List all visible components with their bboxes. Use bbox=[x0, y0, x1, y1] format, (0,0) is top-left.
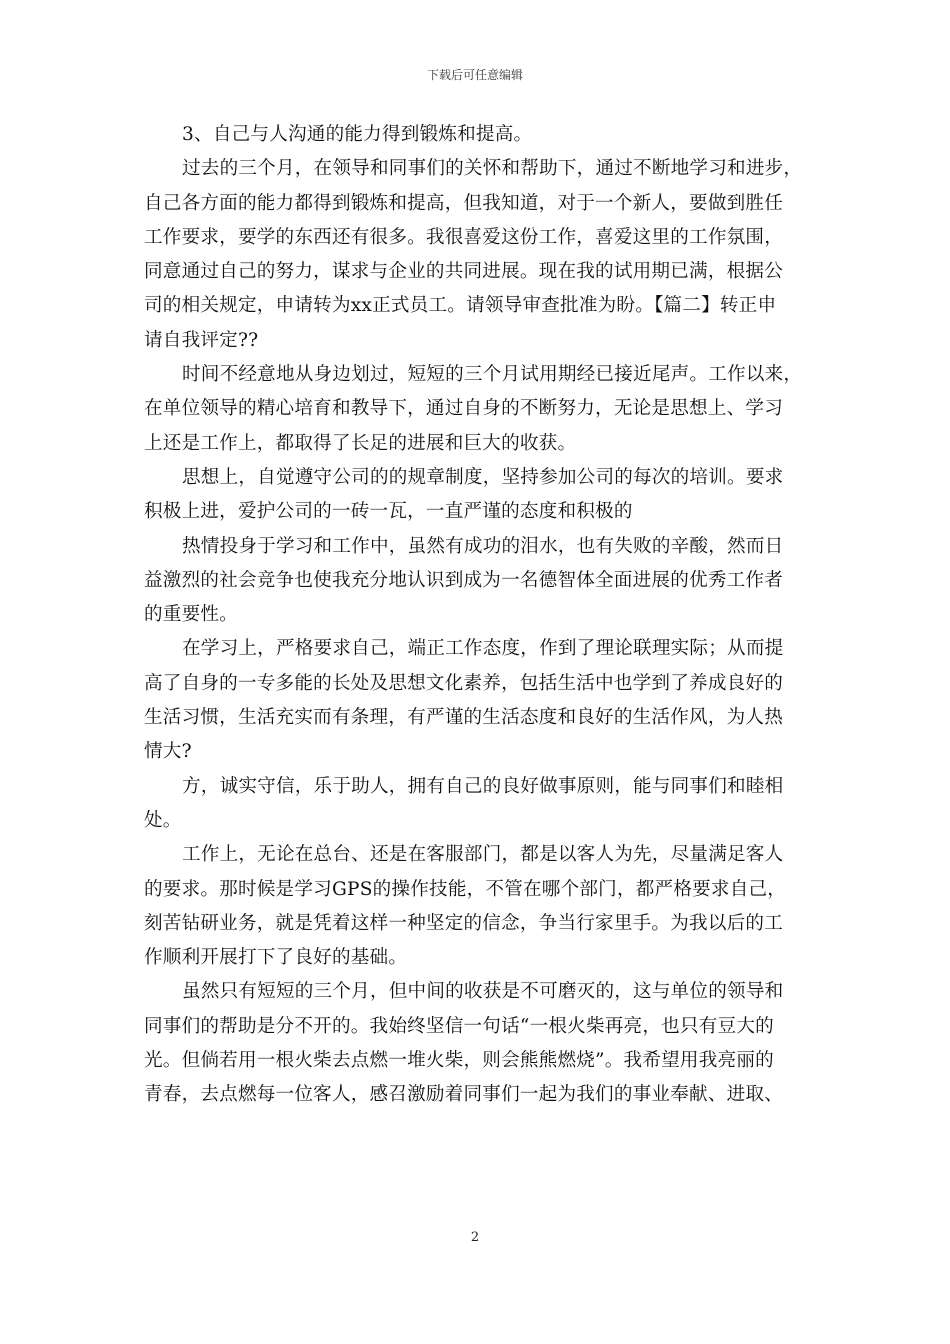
text-line: 工作要求，要学的东西还有很多。我很喜爱这份工作，喜爱这里的工作氛围， bbox=[144, 226, 783, 248]
paragraph bbox=[144, 530, 807, 633]
text-line: 积极上进，爱护公司的一砖一瓦，一直严谨的态度和积极的 bbox=[144, 501, 633, 523]
paragraph bbox=[144, 152, 807, 358]
text-line: 作顺利开展打下了良好的基础。 bbox=[144, 947, 408, 969]
text-line: 过去的三个月，在领导和同事们的关怀和帮助下，通过不断地学习和进步， bbox=[182, 158, 803, 180]
text-line: 青春，去点燃每一位客人，感召激励着同事们一起为我们的事业奉献、进取、 bbox=[144, 1084, 783, 1106]
text-line: 虽然只有短短的三个月，但中间的收获是不可磨灭的，这与单位的领导和 bbox=[182, 981, 784, 1003]
text-line: 在学习上，严格要求自己，端正工作态度，作到了理论联理实际；从而提 bbox=[182, 638, 784, 660]
text-line: 刻苦钻研业务，就是凭着这样一种坚定的信念，争当行家里手。为我以后的工 bbox=[144, 912, 783, 934]
page-number: 2 bbox=[470, 1230, 480, 1245]
paragraph bbox=[144, 770, 807, 839]
text-line: 自己各方面的能力都得到锻炼和提高，但我知道，对于一个新人，要做到胜任 bbox=[144, 192, 783, 214]
paragraph bbox=[144, 118, 807, 152]
text-line: 上还是工作上，都取得了长足的进展和巨大的收获。 bbox=[144, 432, 577, 454]
paragraph bbox=[144, 461, 807, 530]
page-header: 下载后可任意编辑 bbox=[426, 68, 523, 82]
text-line: 高了自身的一专多能的长处及思想文化素养，包括生活中也学到了养成良好的 bbox=[144, 672, 783, 694]
text-line: 时间不经意地从身边划过，短短的三个月试用期经已接近尾声。工作以来， bbox=[182, 364, 803, 386]
text-line: 思想上，自觉遵守公司的的规章制度，坚持参加公司的每次的培训。要求 bbox=[182, 466, 784, 488]
text-line: 热情投身于学习和工作中，虽然有成功的泪水，也有失败的辛酸，然而日 bbox=[182, 535, 784, 557]
paragraph bbox=[144, 358, 807, 461]
text-line: 的重要性。 bbox=[144, 604, 238, 626]
text-line: 光。但倘若用一根火柴去点燃一堆火柴，则会熊熊燃烧”。我希望用我亮丽的 bbox=[144, 1050, 774, 1072]
paragraph bbox=[144, 838, 807, 975]
paragraph bbox=[144, 632, 807, 769]
text-line: 3、自己与人沟通的能力得到锻炼和提高。 bbox=[182, 124, 533, 145]
document-body bbox=[144, 118, 807, 1113]
text-line: 生活习惯，生活充实而有条理，有严谨的生活态度和良好的生活作风，为人热 bbox=[144, 707, 783, 729]
text-line: 方，诚实守信，乐于助人，拥有自己的良好做事原则，能与同事们和睦相 bbox=[182, 775, 784, 797]
text-line: 的要求。那时候是学习GPS的操作技能，不管在哪个部门，都严格要求自己， bbox=[144, 878, 787, 900]
text-line: 请自我评定?? bbox=[144, 329, 259, 351]
paragraph bbox=[144, 975, 807, 1112]
text-line: 在单位领导的精心培育和教导下，通过自身的不断努力，无论是思想上、学习 bbox=[144, 398, 783, 420]
text-line: 处。 bbox=[144, 809, 182, 831]
text-line: 工作上，无论在总台、还是在客服部门，都是以客人为先，尽量满足客人 bbox=[182, 844, 784, 866]
text-line: 同意通过自己的努力，谋求与企业的共同进展。现在我的试用期已满，根据公 bbox=[144, 261, 783, 283]
text-line: 同事们的帮助是分不开的。我始终坚信一句话“一根火柴再亮，也只有豆大的 bbox=[144, 1015, 774, 1037]
text-line: 情大? bbox=[144, 741, 192, 763]
text-line: 司的相关规定，申请转为xx正式员工。请领导审查批准为盼。【篇二】转正申 bbox=[144, 295, 777, 317]
text-line: 益激烈的社会竞争也使我充分地认识到成为一名德智体全面进展的优秀工作者 bbox=[144, 569, 783, 591]
